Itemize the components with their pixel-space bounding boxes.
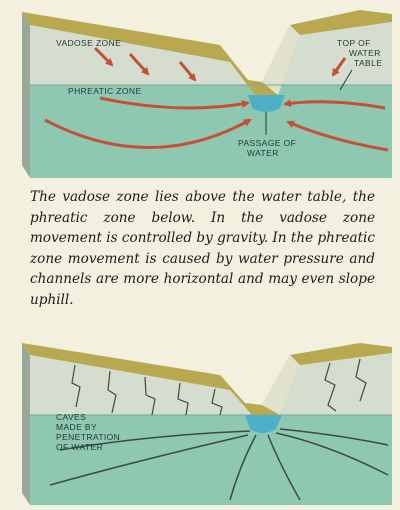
block-side-face — [22, 12, 30, 178]
caves-label-line2: MADE BY — [56, 422, 98, 432]
bottom-diagram — [0, 335, 400, 510]
caves-label-line3: PENETRATION — [56, 432, 121, 442]
water-table-label-line1: TOP OF — [337, 38, 371, 48]
block-side-face — [22, 343, 30, 505]
top-diagram-illustration — [0, 0, 400, 180]
passage-label-line1: PASSAGE OF — [238, 138, 297, 148]
water-table-label-line2: WATER — [349, 48, 381, 58]
passage-label-line2: WATER — [247, 148, 279, 158]
caves-label-line4: OF WATER — [56, 442, 104, 452]
water-table-label-line3: TABLE — [354, 58, 383, 68]
caption-text: The vadose zone lies above the water table, the phreatic zone below. In the vadose zone movement is controlled by gravity. In the phreatic zone movement is caused by water pressure and channels are more horizontal and may even slope uphill. — [30, 189, 375, 308]
phreatic-zone-block — [30, 85, 392, 178]
vadose-zone-label: VADOSE ZONE — [56, 38, 122, 48]
caves-label-line1: CAVES — [56, 412, 87, 422]
phreatic-zone-label: PHREATIC ZONE — [68, 86, 142, 96]
top-diagram — [0, 0, 400, 180]
